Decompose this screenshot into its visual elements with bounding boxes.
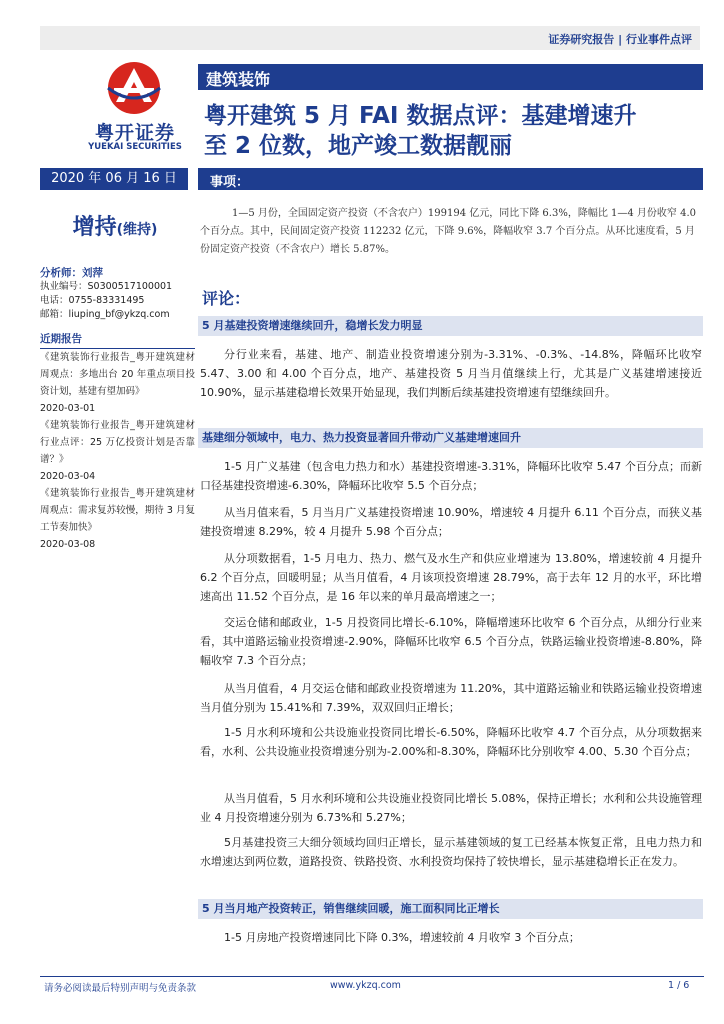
report-date: 2020 年 06 月 16 日 <box>40 168 188 190</box>
recent-report-item[interactable] <box>40 485 195 553</box>
rating-sub: (维持) <box>116 222 158 238</box>
paragraph: 1-5 月房地产投资增速同比下降 0.3%，增速较前 4 月收窄 3 个百分点； <box>224 931 580 944</box>
brand-name-cn: 粤开证券 <box>94 122 175 144</box>
recent-report-item[interactable] <box>40 417 195 485</box>
page-number: 1 / 6 <box>668 980 690 991</box>
report-category: 建筑装饰 <box>206 70 271 89</box>
footer-disclaimer[interactable]: 请务必阅读最后特别声明与免责条款 <box>44 983 197 994</box>
paragraph: 1-5 月广义基建（包含电力热力和水）基建投资增速-3.31%，降幅环比收窄 5.47 个百分点；而新口径基建投资增速-6.30%，降幅环比收窄 5.5 个百分点； <box>200 460 702 492</box>
recent-report-title[interactable]: 《建筑装饰行业报告_粤开建筑建材周观点：多地出台 20 年重点项目投资计划，基建有望加码》 <box>40 352 195 397</box>
recent-report-title[interactable]: 《建筑装饰行业报告_粤开建筑建材行业点评：25 万亿投资计划是否靠谱？》 <box>40 420 195 465</box>
header-bar <box>40 26 700 50</box>
section-heading: 基建细分领域中，电力、热力投资显著回升带动广义基建增速回升 <box>198 428 703 448</box>
analyst-license: 执业编号：S0300517100001 <box>40 281 173 292</box>
section-heading: 5 月基建投资增速继续回升，稳增长发力明显 <box>198 316 703 336</box>
title-line-2: 至 2 位数，地产竣工数据靓丽 <box>204 133 513 159</box>
rating-main: 增持 <box>72 215 117 240</box>
paragraph: 5月基建投资三大细分领域均回归正增长，显示基建领域的复工已经基本恢复正常，且电力热力和水增速达到两位数，道路投资、铁路投资、水利投资均保持了较快增长，显示基建稳增长正在发力。 <box>200 836 702 868</box>
header-breadcrumb: 证券研究报告 | 行业事件点评 <box>548 33 692 46</box>
title-line-1: 粤开建筑 5 月 FAI 数据点评：基建增速升 <box>204 103 637 129</box>
recent-report-date: 2020-03-08 <box>40 539 96 550</box>
report-title <box>204 101 709 161</box>
recent-report-title[interactable]: 《建筑装饰行业报告_粤开建筑建材周观点：需求复苏较慢，期待 3 月复工节奏加快》 <box>40 488 195 533</box>
recent-reports-heading: 近期报告 <box>40 332 195 349</box>
rating <box>40 210 190 241</box>
sidebar <box>40 266 195 553</box>
analyst-email[interactable]: 邮箱：liuping_bf@ykzq.com <box>40 309 170 320</box>
paragraph: 1-5 月水利环境和公共设施业投资同比增长-6.50%，降幅环比收窄 4.7 个百分点，从分项数据来看，水利、公共设施业投资增速分别为-2.00%和-8.30%，降幅环比分别收窄 4.00、5.30 个百分点； <box>200 726 702 758</box>
event-label: 事项： <box>210 175 250 190</box>
recent-report-item[interactable] <box>40 349 195 417</box>
paragraph: 交运仓储和邮政业，1-5 月投资同比增长-6.10%，降幅增速环比收窄 6 个百分点，从细分行业来看，其中道路运输业投资增速-2.90%，降幅环比收窄 6.5 个百分点，铁路运输业投资增速-8.80%，降幅收窄 7.3 个百分点； <box>200 616 702 667</box>
footer-website[interactable]: www.ykzq.com <box>330 980 401 991</box>
category-bar <box>198 64 703 90</box>
paragraph: 从当月值来看，5 月当月广义基建投资增速 10.90%，增速较 4 月提升 6.11 个百分点，而狭义基建投资增速 8.29%，较 4 月提升 5.98 个百分点； <box>200 506 702 538</box>
paragraph: 从当月值看，5 月水利环境和公共设施业投资同比增长 5.08%，保持正增长；水利和公共设施管理业 4 月投资增速分别为 6.73%和 5.27%； <box>200 792 702 824</box>
brand-name-en: YUEKAI SECURITIES <box>88 142 182 152</box>
recent-report-date: 2020-03-04 <box>40 471 96 482</box>
paragraph: 从当月值看，4 月交运仓储和邮政业投资增速为 11.20%，其中道路运输业和铁路运输业投资增速当月值分别为 15.41%和 7.39%，双双回归正增长； <box>200 682 702 714</box>
analyst-title: 分析师：刘萍 <box>40 267 103 279</box>
recent-report-date: 2020-03-01 <box>40 403 96 414</box>
footer-divider <box>40 976 704 977</box>
comment-heading: 评论： <box>202 289 251 308</box>
paragraph: 从分项数据看，1-5 月电力、热力、燃气及水生产和供应业增速为 13.80%，增速较前 4 月提升 6.2 个百分点，回暖明显；从当月值看，4 月该项投资增速 28.79%，高于去年 12 月的水平，环比增速高出 11.52 个百分点，是 16 年以来的单月最高增速之一； <box>200 552 702 603</box>
section-heading: 5 月当月地产投资转正，销售继续回暖，施工面积同比正增长 <box>198 899 703 919</box>
event-bar <box>198 168 703 190</box>
paragraph: 分行业来看，基建、地产、制造业投资增速分别为-3.31%、-0.3%、-14.8%，降幅环比收窄 5.47、3.00 和 4.00 个百分点，地产、基建投资 5 月当月值继续上行，尤其是广义基建增速接近 10.90%，显示基建稳增长效果开始显现，我们判断后续基建投资增速有望继续回升。 <box>200 348 702 399</box>
analyst-phone: 电话：0755-83331495 <box>40 295 145 306</box>
event-summary: 1—5 月份，全国固定资产投资（不含农户）199194 亿元，同比下降 6.3%，降幅比 1—4 月份收窄 4.0 个百分点。其中，民间固定资产投资 112232 亿元，下降 9.6%，降幅收窄 3.7 个百分点。从环比速度看，5 月份固定资产投资（不含农户）增长 5.87%。 <box>200 208 697 255</box>
